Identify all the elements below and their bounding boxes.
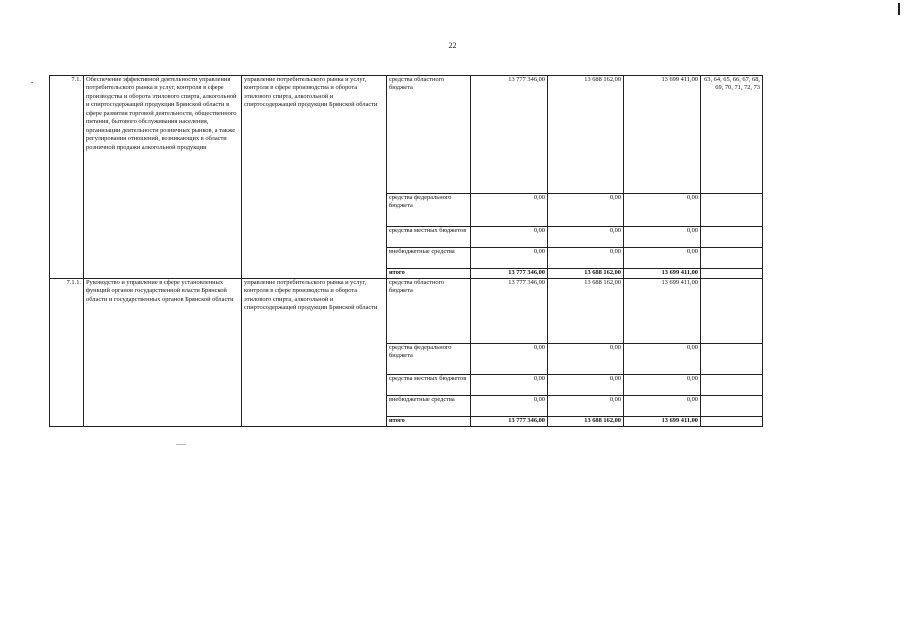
value-year-2: 0,00 [548, 227, 624, 248]
value-year-1: 13 777 346,00 [471, 279, 548, 344]
value-year-2: 13 688 162,00 [548, 76, 624, 194]
value-year-1: 0,00 [471, 227, 548, 248]
value-year-2: 0,00 [548, 344, 624, 375]
value-year-1: 0,00 [471, 248, 548, 269]
item-name: Руководство и управление в сфере установленных функций органов государственной власти Брянской области и государственных органов Брянской области [84, 279, 242, 427]
source-label: итого [387, 269, 471, 279]
source-label: средства федерального бюджета [387, 344, 471, 375]
table-row [50, 279, 763, 344]
value-year-3: 0,00 [624, 227, 701, 248]
value-year-2: 0,00 [548, 194, 624, 227]
indicator-numbers [701, 279, 763, 344]
indicator-cell [701, 417, 763, 427]
item-executor: управление потребительского рынка и услуг, контроля в сфере производства и оборота этилового спирта, алкогольной и спиртосодержащей продукции Брянской области [242, 76, 387, 279]
value-year-3: 0,00 [624, 248, 701, 269]
value-year-2: 13 688 162,00 [548, 269, 624, 279]
indicator-cell [701, 375, 763, 396]
scan-edge-mark [898, 3, 900, 15]
source-label: средства местных бюджетов [387, 227, 471, 248]
item-name: Обеспечение эффективной деятельности управления потребительского рынка и услуг, контроля в сфере производства и оборота этилового спирта, алкогольной и спиртосодержащей продукции Брянской области в сфере развития торговой деятельности, общественного питания, бытового обслуживания населения, организации деятельности розничных рынков, а также регулирования отношений, возникающих в области розничной продажи алкогольной продукции [84, 76, 242, 279]
source-label: средства областного бюджета [387, 279, 471, 344]
indicator-cell [701, 248, 763, 269]
value-year-1: 0,00 [471, 344, 548, 375]
source-label: внебюджетные средства [387, 396, 471, 417]
value-year-2: 13 688 162,00 [548, 417, 624, 427]
value-year-2: 0,00 [548, 248, 624, 269]
indicator-cell [701, 344, 763, 375]
budget-table [49, 75, 763, 427]
indicator-numbers: 63, 64, 65, 66, 67, 68, 69, 70, 71, 72, 73 [701, 76, 763, 194]
value-year-2: 0,00 [548, 375, 624, 396]
value-year-3: 13 699 411,00 [624, 76, 701, 194]
value-year-1: 0,00 [471, 194, 548, 227]
item-code: 7.1.1. [50, 279, 84, 427]
value-year-3: 13 699 411,00 [624, 417, 701, 427]
value-year-2: 13 688 162,00 [548, 279, 624, 344]
value-year-1: 13 777 346,00 [471, 76, 548, 194]
value-year-1: 13 777 346,00 [471, 269, 548, 279]
item-code: 7.1. [50, 76, 84, 279]
value-year-3: 0,00 [624, 194, 701, 227]
indicator-cell [701, 396, 763, 417]
value-year-3: 13 699 411,00 [624, 269, 701, 279]
value-year-2: 0,00 [548, 396, 624, 417]
value-year-1: 0,00 [471, 375, 548, 396]
source-label: итого [387, 417, 471, 427]
page-number: 22 [448, 41, 457, 50]
scan-speck [176, 444, 186, 445]
margin-marker: - [31, 78, 34, 86]
value-year-3: 0,00 [624, 375, 701, 396]
value-year-3: 0,00 [624, 396, 701, 417]
indicator-cell [701, 269, 763, 279]
indicator-cell [701, 227, 763, 248]
source-label: внебюджетные средства [387, 248, 471, 269]
value-year-3: 0,00 [624, 344, 701, 375]
indicator-cell [701, 194, 763, 227]
source-label: средства федерального бюджета [387, 194, 471, 227]
source-label: средства местных бюджетов [387, 375, 471, 396]
table-row [50, 76, 763, 194]
value-year-3: 13 699 411,00 [624, 279, 701, 344]
source-label: средства областного бюджета [387, 76, 471, 194]
value-year-1: 13 777 346,00 [471, 417, 548, 427]
value-year-1: 0,00 [471, 396, 548, 417]
item-executor: управление потребительского рынка и услуг, контроля в сфере производства и оборота этилового спирта, алкогольной и спиртосодержащей продукции Брянской области [242, 279, 387, 427]
